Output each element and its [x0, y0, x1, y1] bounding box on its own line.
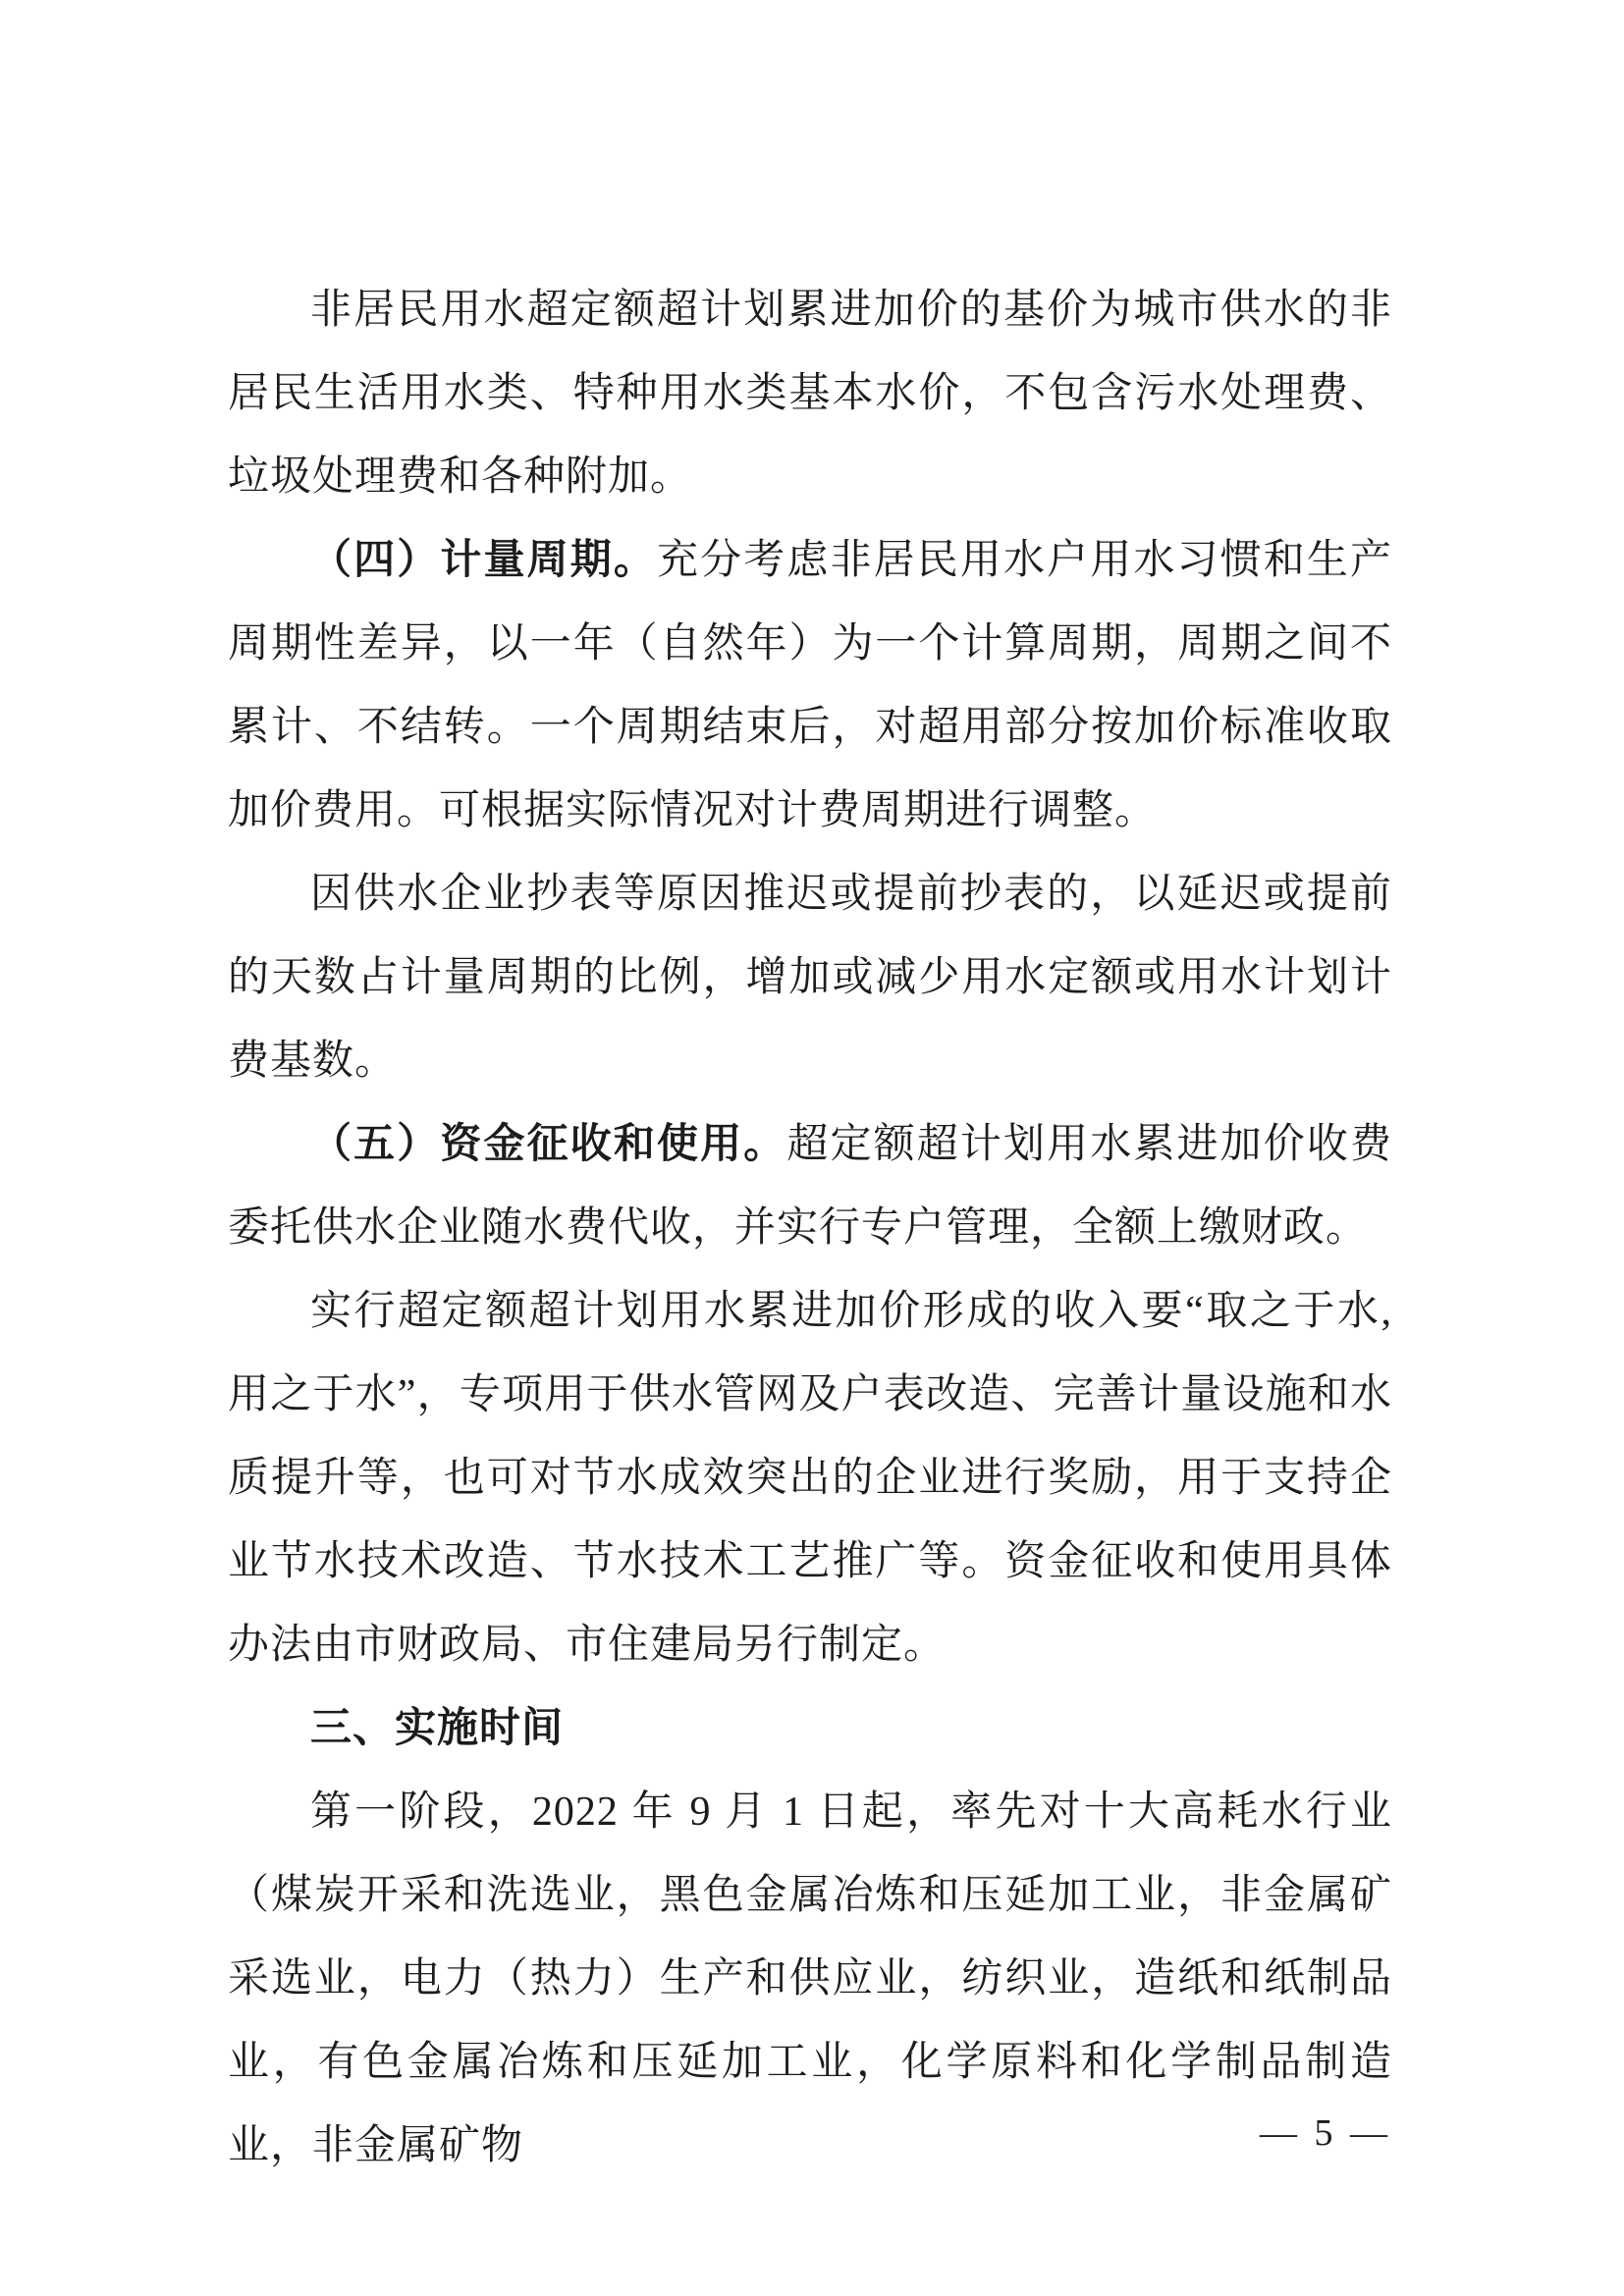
paragraph-text: 第一阶段，2022 年 9 月 1 日起，率先对十大高耗水行业（煤炭开采和洗选业，黑色金属冶炼和压延加工业，非金属矿采选业，电力（热力）生产和供应业，纺织业，造纸和纸制品业，有色金属冶炼和压延加工业，化学原料和化学制品制造业，非金属矿物 — [228, 1789, 1392, 2168]
section-label-five: （五）资金征收和使用。 — [310, 1122, 787, 1167]
paragraph-text: 因供水企业抄表等原因推迟或提前抄表的，以延迟或提前的天数占计量周期的比例，增加或减少用水定额或用水计划计费基数。 — [228, 872, 1392, 1084]
paragraph-text: 超定额超计划用水累进加价收费委托供水企业随水费代收，并实行专户管理，全额上缴财政。 — [228, 1122, 1392, 1251]
paragraph-text: 实行超定额超计划用水累进加价形成的收入要“取之于水,用之于水”，专项用于供水管网及户表改造、完善计量设施和水质提升等，也可对节水成效突出的企业进行奖励，用于支持企业节水技术改造、节水技术工艺推广等。资金征收和使用具体办法由市财政局、市住建局另行制定。 — [228, 1289, 1392, 1668]
section-heading-implementation-time — [228, 1687, 1392, 1771]
page-number: — 5 — — [1260, 2112, 1391, 2154]
paragraph-metering-period — [228, 519, 1392, 853]
paragraph-base-price — [228, 269, 1392, 519]
paragraph-fund-collection — [228, 1103, 1392, 1270]
paragraph-fund-usage — [228, 1270, 1392, 1687]
paragraph-first-phase — [228, 1771, 1392, 2188]
heading-text: 三、实施时间 — [310, 1706, 565, 1751]
paragraph-meter-reading-adjustment — [228, 853, 1392, 1103]
document-body — [228, 269, 1392, 2188]
paragraph-text: 非居民用水超定额超计划累进加价的基价为城市供水的非居民生活用水类、特种用水类基本水价，不包含污水处理费、垃圾处理费和各种附加。 — [228, 288, 1392, 500]
section-label-four: （四）计量周期。 — [310, 538, 657, 583]
paragraph-text: 充分考虑非居民用水户用水习惯和生产周期性差异，以一年（自然年）为一个计算周期，周期之间不累计、不结转。一个周期结束后，对超用部分按加价标准收取加价费用。可根据实际情况对计费周期进行调整。 — [228, 538, 1392, 833]
